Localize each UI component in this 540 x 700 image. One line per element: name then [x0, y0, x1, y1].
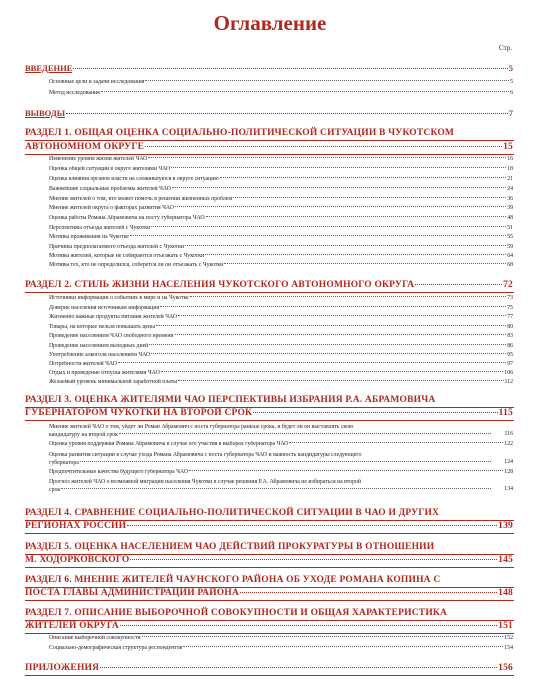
toc-item[interactable]: Проведение населением выходных дней 86 [49, 343, 513, 349]
toc-item[interactable]: Желаемый уровень минимальной заработной платы 112 [49, 379, 513, 385]
section-divider [25, 154, 514, 155]
section-divider [25, 587, 514, 588]
toc-item[interactable]: Употребление алкоголя населением ЧАО 95 [49, 352, 513, 358]
toc-section-7[interactable]: ЖИТЕЛЕЙ ОКРУГА 151 [25, 621, 513, 631]
toc-item[interactable]: Мнение жителей о том, кто может помочь в решении жизненных проблем 36 [49, 196, 513, 202]
toc-item[interactable]: Мотивы проживания на Чукотке 55 [49, 234, 513, 240]
toc-section-3[interactable]: ГУБЕРНАТОРОМ ЧУКОТКИ НА ВТОРОЙ СРОК 115 [25, 408, 513, 418]
toc-section-5-line1[interactable]: РАЗДЕЛ 5. ОЦЕНКА НАСЕЛЕНИЕМ ЧАО ДЕЙСТВИЙ ПРОКУРАТУРЫ В ОТНОШЕНИИ [25, 542, 435, 552]
toc-section-3-line1[interactable]: РАЗДЕЛ 3. ОЦЕНКА ЖИТЕЛЯМИ ЧАО ПЕРСПЕКТИВЫ ИЗБРАНИЯ Р.А. АБРАМОВИЧА [25, 395, 436, 405]
toc-item-page: 116 [504, 431, 513, 437]
section-divider [25, 520, 514, 521]
toc-item[interactable]: Источники информации о событиях в мире и на Чукотке 73 [49, 295, 513, 301]
toc-item[interactable]: Мнение жителей ЧАО о том, уйдет ли Роман Абрамович с поста губернатора раньше срока, и будет ли он выставлять свою кандидатуру на второй срок [49, 423, 491, 439]
toc-section-4[interactable]: РЕГИОНАХ РОССИИ 139 [25, 521, 513, 531]
toc-section-6-line1[interactable]: РАЗДЕЛ 6. МНЕНИЕ ЖИТЕЛЕЙ ЧАУНСКОГО РАЙОНА ОБ УХОДЕ РОМАНА КОПИНА С [25, 575, 441, 585]
section-divider [25, 140, 514, 141]
section-divider [25, 633, 514, 634]
toc-item[interactable]: Жизненно важные продукты питания жителей ЧАО 77 [49, 314, 513, 320]
toc-item[interactable]: Социально-демографическая структура респондентов 154 [49, 645, 513, 651]
page-title: Оглавление [213, 11, 327, 35]
toc-item-page: 134 [504, 486, 513, 492]
toc-item[interactable]: Важнейшие социальные проблемы жителей ЧАО 24 [49, 186, 513, 192]
toc-item[interactable]: Оценка общей ситуации в округе жителями ЧАО 18 [49, 166, 513, 172]
section-divider [25, 600, 514, 601]
toc-item[interactable]: Оценка развития ситуации в случае ухода Романа Абрамовича с поста губернатора ЧАО и важность кандидатуры следующего губернатора [49, 451, 491, 467]
section-divider [25, 620, 514, 621]
toc-conclusions[interactable]: ВЫВОДЫ 7 [25, 108, 513, 118]
toc-item-page: 124 [504, 459, 513, 465]
toc-item[interactable]: Оценка уровня поддержки Романа Абрамовича в случае его участия в выборах губернатора ЧАО 122 [49, 441, 513, 447]
toc-intro-label: ВВЕДЕНИЕ [25, 63, 73, 73]
section-divider [25, 554, 514, 555]
toc-intro-page: 5 [508, 63, 513, 73]
toc-item[interactable]: Мотивы тех, кто не определился, соберется ли он отъезжать с Чукотки 68 [49, 262, 513, 268]
toc-section-4-line1[interactable]: РАЗДЕЛ 4. СРАВНЕНИЕ СОЦИАЛЬНО-ПОЛИТИЧЕСКОЙ СИТУАЦИИ В ЧАО И ДРУГИХ [25, 508, 440, 518]
toc-section-1-line1[interactable]: РАЗДЕЛ 1. ОБЩАЯ ОЦЕНКА СОЦИАЛЬНО-ПОЛИТИЧЕСКОЙ СИТУАЦИИ В ЧУКОТСКОМ [25, 128, 455, 138]
toc-item[interactable]: Описание выборочной совокупности 152 [49, 635, 513, 641]
section-divider [25, 533, 514, 534]
toc-item[interactable]: Оценка работы Романа Абрамовича на посту губернатора ЧАО 48 [49, 215, 513, 221]
section-divider [25, 567, 514, 568]
toc-item[interactable]: Прогноз жителей ЧАО о возможной миграции населения Чукотки в случае решения Р.А. Абрамовича не избираться на второй срок [49, 478, 491, 494]
page-column-label: Стр. [499, 44, 512, 52]
toc-section-6[interactable]: ПОСТА ГЛАВЫ АДМИНИСТРАЦИИ РАЙОНА 148 [25, 588, 513, 598]
toc-item[interactable]: Изменение уровня жизни жителей ЧАО 16 [49, 156, 513, 162]
toc-item[interactable]: Товары, на которые нельзя повышать цены 80 [49, 324, 513, 330]
toc-item[interactable]: Мотивы жителей, которые не собираются отъезжать с Чукотки 64 [49, 253, 513, 259]
toc-section-2[interactable]: РАЗДЕЛ 2. СТИЛЬ ЖИЗНИ НАСЕЛЕНИЯ ЧУКОТСКОГО АВТОНОМНОГО ОКРУГА 72 [25, 280, 513, 290]
toc-appendix[interactable]: ПРИЛОЖЕНИЯ 156 [25, 663, 513, 673]
toc-item[interactable]: Причины предполагаемого отъезда жителей с Чукотки 59 [49, 244, 513, 250]
toc-section-5[interactable]: М. ХОДОРКОВСКОГО 145 [25, 555, 513, 565]
toc-item[interactable]: Оценка влияния органов власти на сложившуюся в округе ситуацию 21 [49, 176, 513, 182]
toc-section-7-line1[interactable]: РАЗДЕЛ 7. ОПИСАНИЕ ВЫБОРОЧНОЙ СОВОКУПНОСТИ И ОБЩАЯ ХАРАКТЕРИСТИКА [25, 608, 448, 618]
section-divider [25, 292, 514, 293]
toc-item[interactable]: Основные цели и задачи исследования 5 [49, 79, 513, 85]
toc-intro[interactable] [25, 63, 513, 73]
toc-item[interactable]: Потребности жителей ЧАО 97 [49, 361, 513, 367]
toc-item[interactable]: Метод исследования 6 [49, 90, 513, 96]
toc-item[interactable]: Проведение населением ЧАО свободного времени 83 [49, 333, 513, 339]
toc-item[interactable]: Перспективы отъезда жителей с Чукотки 51 [49, 225, 513, 231]
toc-item[interactable]: Предпочтительные качества будущего губернатора ЧАО 128 [49, 469, 513, 475]
section-divider [25, 675, 514, 676]
section-divider [25, 407, 514, 408]
section-divider [25, 420, 514, 421]
toc-item[interactable]: Доверие населения источникам информации 75 [49, 305, 513, 311]
toc-section-1[interactable]: АВТОНОМНОМ ОКРУГЕ 15 [25, 142, 513, 152]
toc-item[interactable]: Отдых и проведение отпуска жителями ЧАО 106 [49, 370, 513, 376]
toc-item[interactable]: Мнение жителей округа о факторах развития ЧАО 39 [49, 205, 513, 211]
